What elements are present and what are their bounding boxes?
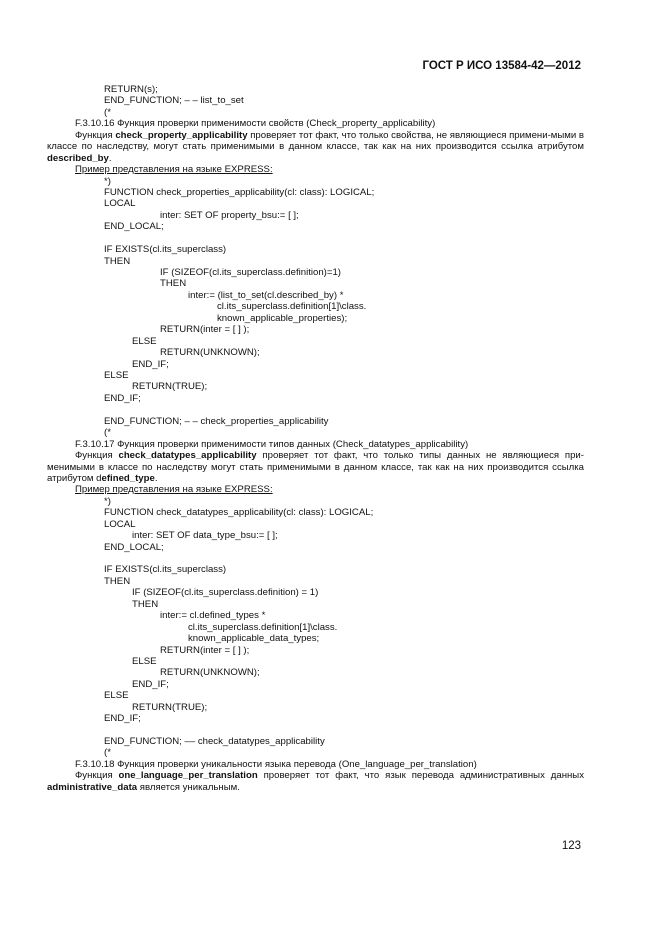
section-heading: F.3.10.16 Функция проверки применимости свойств (Check_property_applicability) <box>75 118 436 130</box>
paragraph <box>47 130 584 164</box>
code-line: FUNCTION check_datatypes_applicability(cl: class): LOGICAL; <box>104 507 374 519</box>
code-line: *) <box>104 175 111 187</box>
code-line: RETURN(UNKNOWN); <box>160 667 260 679</box>
code-line: END_LOCAL; <box>104 221 164 233</box>
blank-line <box>47 725 584 736</box>
code-line: IF EXISTS(cl.its_superclass) <box>104 244 227 256</box>
code-line: LOCAL <box>104 518 136 530</box>
code-line: cl.its_superclass.definition[1]\class. <box>217 301 367 313</box>
paragraph-text: . <box>154 472 158 484</box>
code-line: RETURN(TRUE); <box>132 381 208 393</box>
paragraph-text: Функция <box>75 770 119 782</box>
code-line: (* <box>104 106 111 118</box>
blank-line <box>47 233 584 244</box>
code-line: RETURN(s); <box>104 84 158 95</box>
code-line: inter:= (list_to_set(cl.described_by) * <box>188 289 344 301</box>
code-line: END_IF; <box>104 713 141 725</box>
code-line: END_IF; <box>104 392 141 404</box>
code-line: inter: SET OF data_type_bsu:= [ ]; <box>132 530 278 542</box>
code-line: IF EXISTS(cl.its_superclass) <box>104 564 227 576</box>
function-name: check_property_applicability <box>115 129 248 141</box>
paragraph-text: Функция <box>75 450 119 462</box>
code-line: known_applicable_data_types; <box>188 633 320 645</box>
code-line: RETURN(inter = [ ] ); <box>160 324 250 336</box>
example-caption: Пример представления на языке EXPRESS: <box>75 164 273 176</box>
function-name: one_language_per_translation <box>118 770 258 782</box>
paragraph-text: проверяет тот факт, что только свойства, не являющиеся примени-мыми в классе по наследству, могут стать применимыми в данном классе, так как на них производится ссылка атрибутом <box>47 129 584 153</box>
blank-line <box>47 404 584 415</box>
paragraph-text: Функция <box>75 129 116 141</box>
code-line: RETURN(TRUE); <box>132 701 208 713</box>
code-line: RETURN(inter = [ ] ); <box>160 644 250 656</box>
section-heading: F.3.10.17 Функция проверки применимости типов данных (Check_datatypes_applicability) <box>75 438 469 450</box>
code-line: RETURN(UNKNOWN); <box>160 347 260 359</box>
section-heading: F.3.10.18 Функция проверки уникальности языка перевода (One_language_per_translation) <box>75 758 477 770</box>
paragraph-text: проверяет тот факт, что язык перевода административных данных <box>257 770 584 782</box>
paragraph-text: является уникальным. <box>137 781 240 793</box>
code-line: (* <box>104 427 111 439</box>
function-name: check_datatypes_applicability <box>118 450 257 462</box>
code-line: THEN <box>104 255 131 267</box>
code-line: END_IF; <box>132 678 169 690</box>
code-line: THEN <box>160 278 187 290</box>
code-line: THEN <box>132 598 159 610</box>
example-caption: Пример представления на языке EXPRESS: <box>75 484 273 496</box>
code-line: inter: SET OF property_bsu:= [ ]; <box>160 209 299 221</box>
paragraph-text: проверяет тот факт, что только типы данных не являющиеся при-менимыми в классе по наследству могут стать применимыми в данном классе, так как на них производится ссылка атрибутом d <box>47 450 584 484</box>
code-line: known_applicable_properties); <box>217 312 348 324</box>
paragraph-text: . <box>108 152 112 164</box>
standard-designation: ГОСТ Р ИСО 13584-42—2012 <box>422 60 581 72</box>
page-number: 123 <box>561 840 581 852</box>
code-line: IF (SIZEOF(cl.its_superclass.definition) = 1) <box>132 587 319 599</box>
code-line: ELSE <box>104 369 129 381</box>
code-line: LOCAL <box>104 198 136 210</box>
code-line: END_LOCAL; <box>104 541 164 553</box>
attribute-name: administrative_data <box>47 781 138 793</box>
code-line: ELSE <box>104 690 129 702</box>
blank-line <box>47 553 584 564</box>
document-body <box>47 84 584 793</box>
code-line: END_IF; <box>132 358 169 370</box>
code-line: END_FUNCTION; – – list_to_set <box>104 95 244 107</box>
code-line: IF (SIZEOF(cl.its_superclass.definition)=1) <box>160 267 342 279</box>
code-line: FUNCTION check_properties_applicability(cl: class): LOGICAL; <box>104 186 375 198</box>
code-line: *) <box>104 495 111 507</box>
paragraph <box>47 770 584 793</box>
code-line: END_FUNCTION; –– check_datatypes_applicability <box>104 736 325 748</box>
code-line: inter:= cl.defined_types * <box>160 610 266 622</box>
code-line: (* <box>104 747 111 759</box>
attribute-name: described_by <box>47 152 109 164</box>
code-line: THEN <box>104 575 131 587</box>
code-line: END_FUNCTION; – – check_properties_applicability <box>104 415 329 427</box>
paragraph <box>47 450 584 484</box>
code-line: ELSE <box>132 335 157 347</box>
code-line: cl.its_superclass.definition[1]\class. <box>188 621 338 633</box>
attribute-name: efined_type <box>101 472 155 484</box>
code-line: ELSE <box>132 655 157 667</box>
